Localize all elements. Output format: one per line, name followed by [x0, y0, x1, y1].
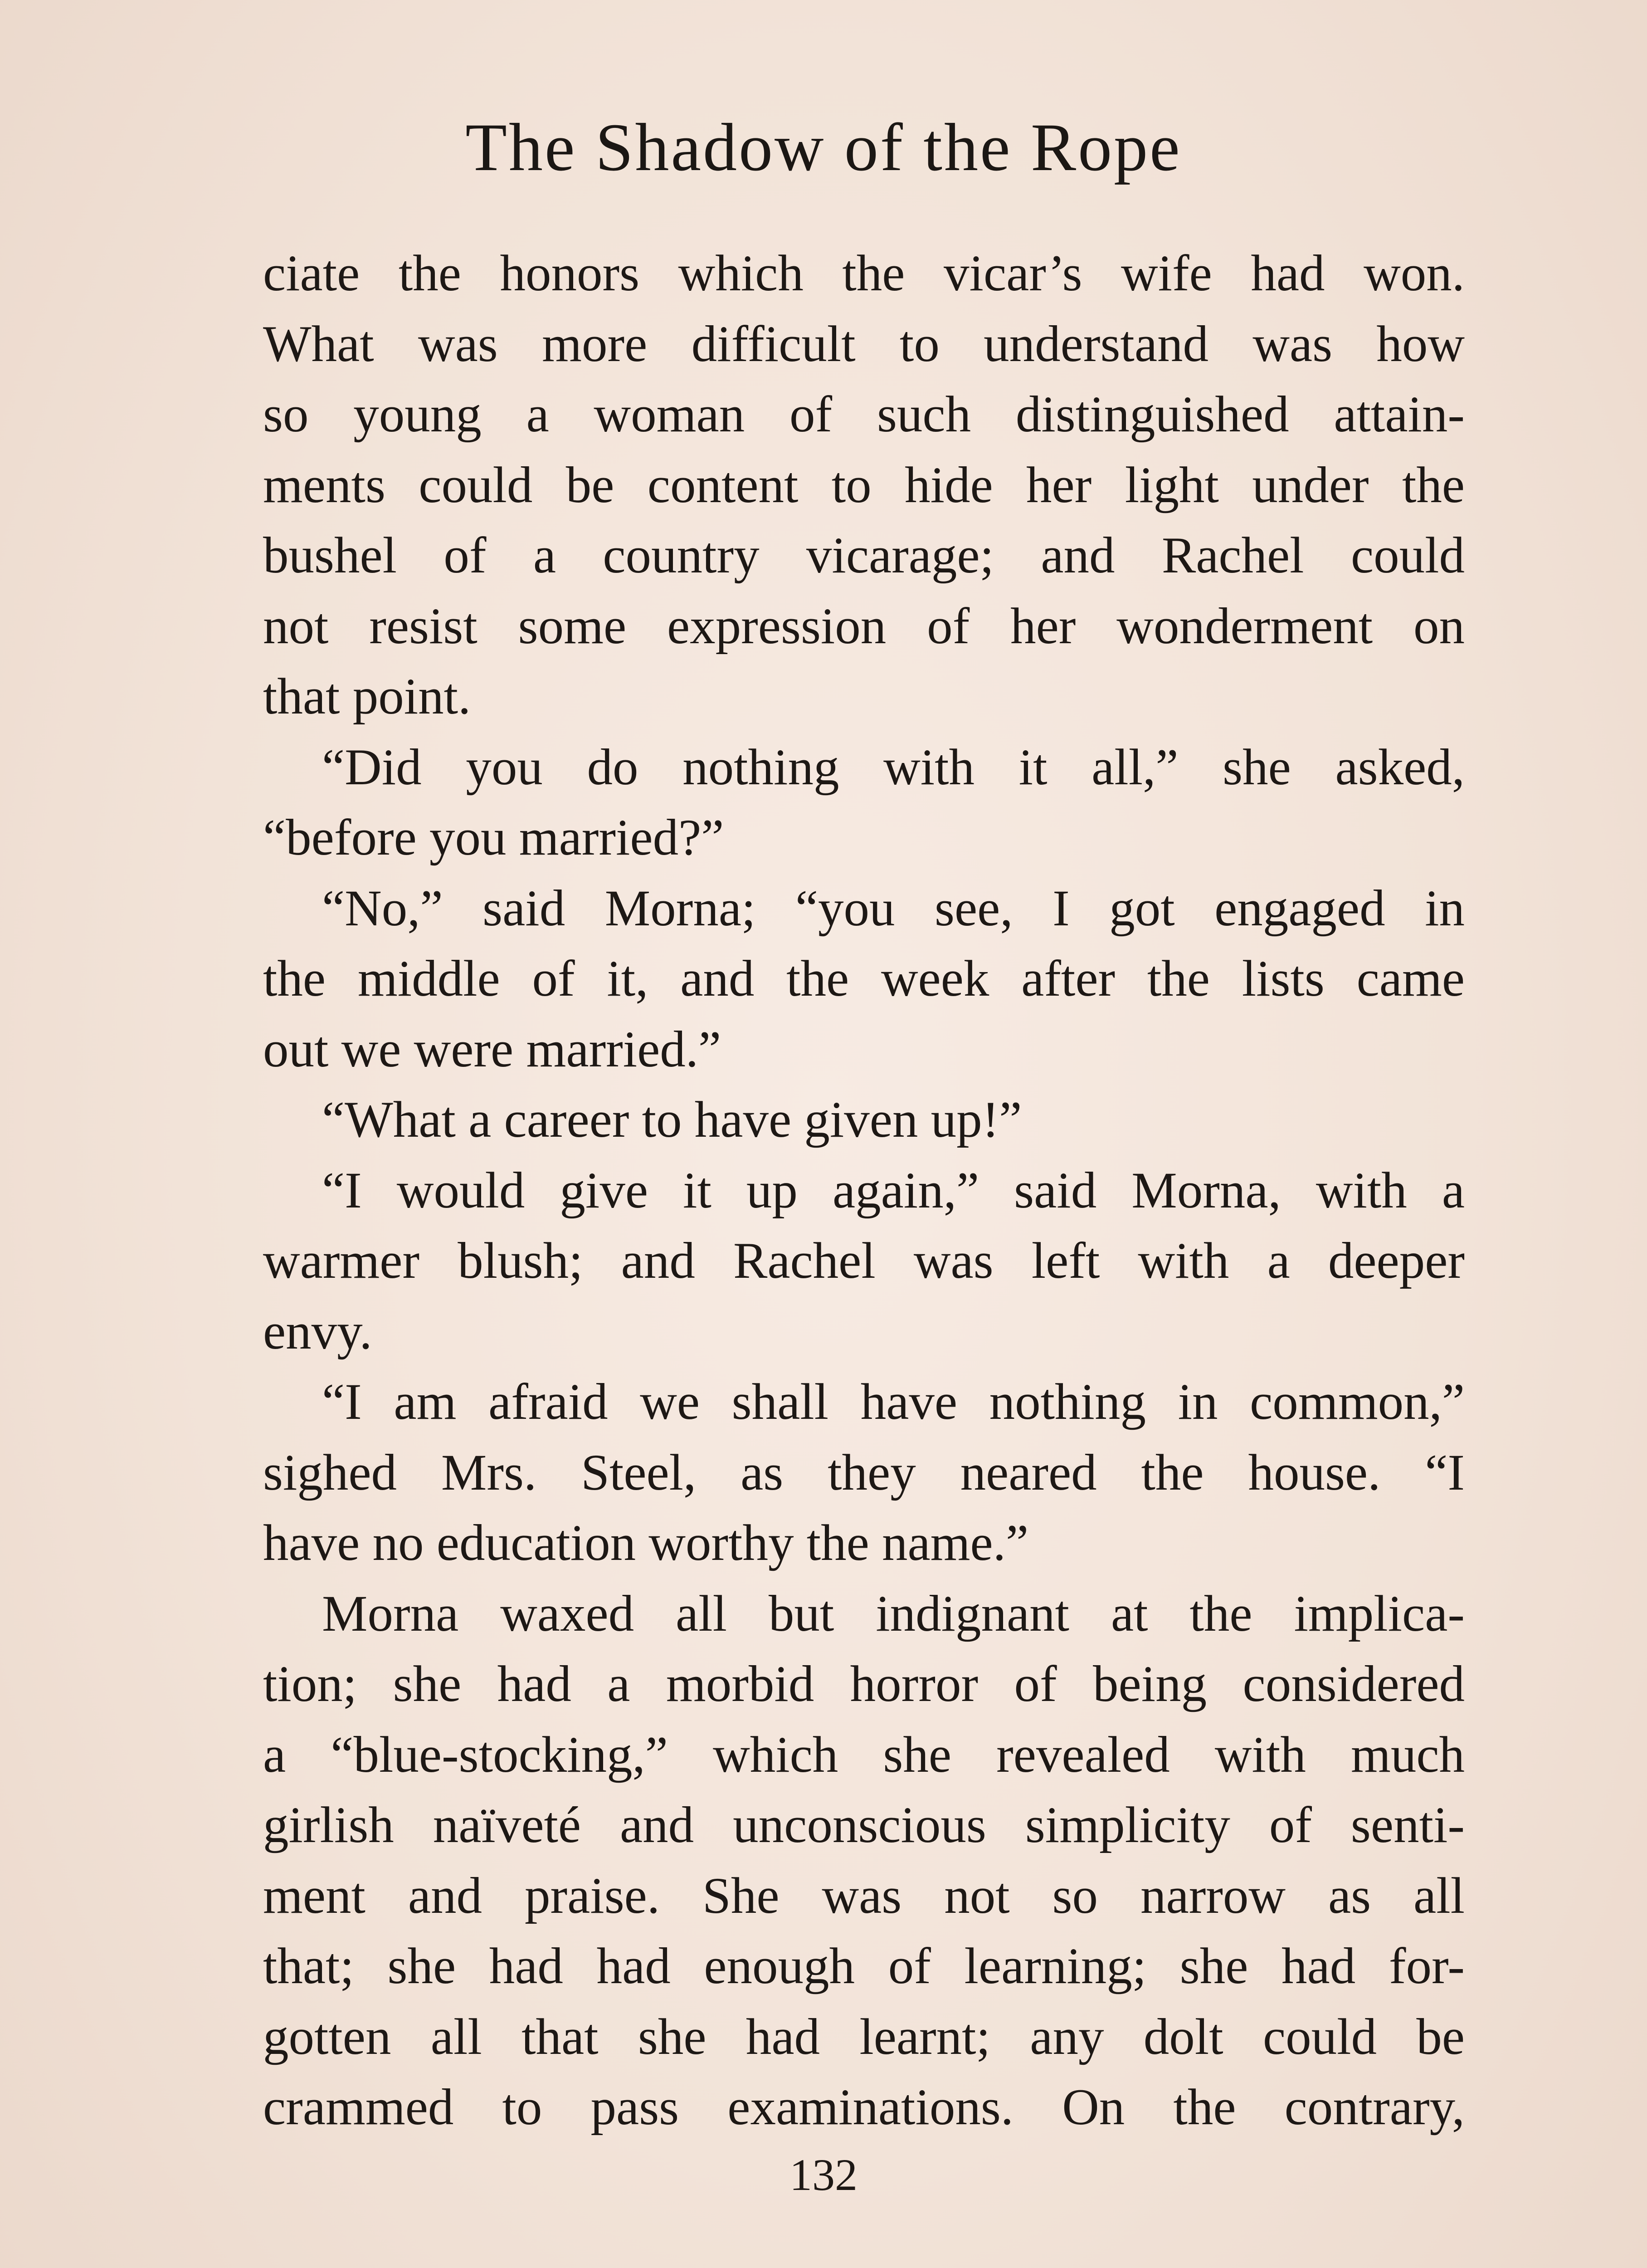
text-line: gotten all that she had learnt; any dolt could be: [263, 2008, 1465, 2065]
text-line: crammed to pass examinations. On the contrary,: [263, 2079, 1465, 2136]
text-line: Morna waxed all but indignant at the implica-: [322, 1585, 1465, 1642]
text-line: “before you married?”: [263, 809, 724, 866]
text-line: have no education worthy the name.”: [263, 1515, 1029, 1571]
text-line: “I would give it up again,” said Morna, with a: [322, 1162, 1465, 1219]
text-line: not resist some expression of her wonderment on: [263, 597, 1465, 655]
text-line: sighed Mrs. Steel, as they neared the house. “I: [263, 1444, 1465, 1501]
text-line: out we were married.”: [263, 1021, 721, 1078]
page-number: 132: [789, 2150, 858, 2200]
text-line: ciate the honors which the vicar’s wife had won.: [263, 245, 1465, 302]
text-line: ment and praise. She was not so narrow as all: [263, 1867, 1465, 1924]
text-line: girlish naïveté and unconscious simplicity of senti-: [263, 1797, 1465, 1853]
text-line: a “blue-stocking,” which she revealed with much: [263, 1726, 1465, 1783]
text-line: warmer blush; and Rachel was left with a deeper: [263, 1232, 1465, 1289]
text-line: “No,” said Morna; “you see, I got engaged in: [322, 880, 1465, 937]
text-line: that point.: [263, 668, 471, 725]
text-line: tion; she had a morbid horror of being considered: [263, 1656, 1465, 1712]
body-text: [263, 238, 1465, 2143]
text-line: “Did you do nothing with it all,” she asked,: [322, 738, 1465, 796]
text-line: ments could be content to hide her light under the: [263, 456, 1465, 513]
text-line: bushel of a country vicarage; and Rachel could: [263, 527, 1465, 584]
text-line: that; she had had enough of learning; she had for-: [263, 1938, 1465, 1994]
running-head: The Shadow of the Rope: [465, 110, 1182, 185]
text-line: envy.: [263, 1303, 372, 1360]
text-line: so young a woman of such distinguished attain-: [263, 386, 1465, 443]
text-line: the middle of it, and the week after the lists came: [263, 950, 1465, 1007]
text-line: “I am afraid we shall have nothing in common,”: [322, 1374, 1465, 1430]
text-line: What was more difficult to understand was how: [263, 315, 1465, 372]
text-line: “What a career to have given up!”: [322, 1091, 1022, 1148]
